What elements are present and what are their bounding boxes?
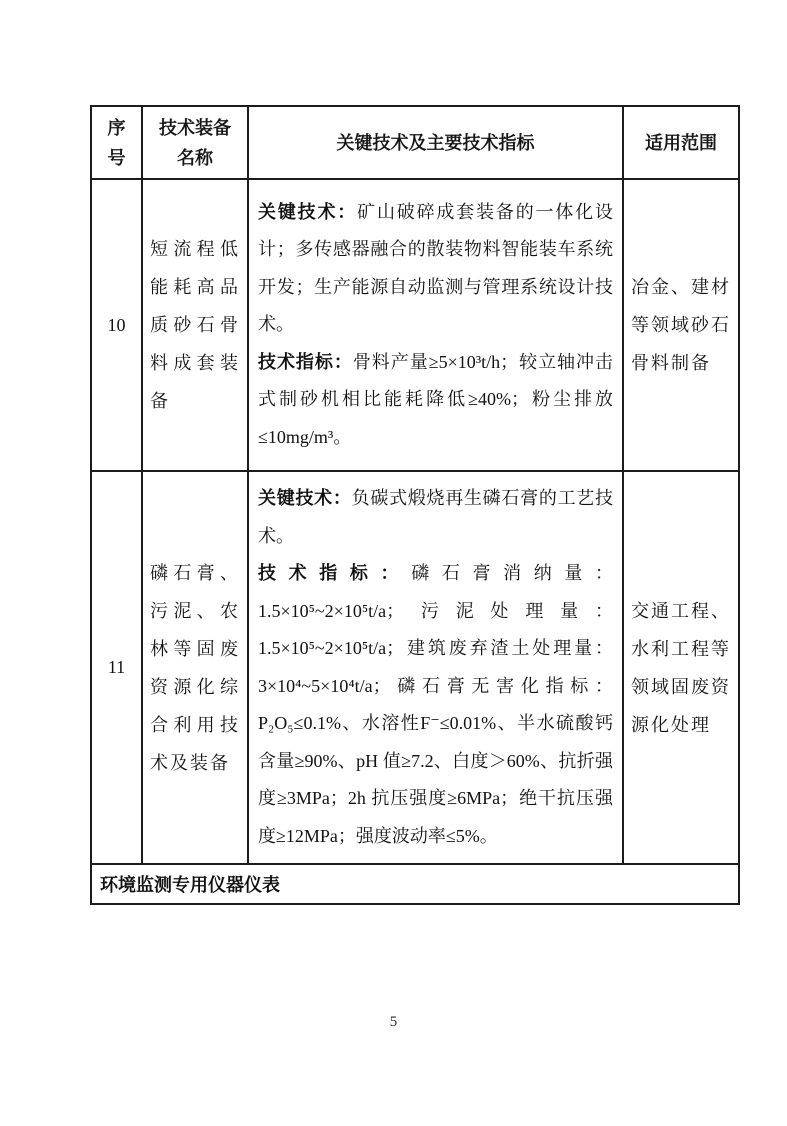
header-key-tech: 关键技术及主要技术指标 xyxy=(248,106,623,179)
row11-indicators-paragraph xyxy=(258,555,613,855)
row10-scope: 冶金、建材等领域砂石骨料制备 xyxy=(623,179,739,471)
row10-indicators-paragraph xyxy=(258,344,613,457)
section-header-row xyxy=(91,864,739,904)
section-header-title: 环境监测专用仪器仪表 xyxy=(91,864,739,904)
row11-indicators-text: 磷石膏消纳量：1.5×10⁵~2×10⁵t/a；污泥处理量：1.5×10⁵~2×10⁵t/a；建筑废弃渣土处理量：3×10⁴~5×10⁴t/a；磷石膏无害化指标：P₂O₅≤0.1%、水溶性F⁻≤0.01%、半水硫酸钙含量≥90%、pH 值≥7.2、白度＞60%、抗折强度≥3MPa；2h 抗压强度≥6MPa；绝干抗压强度≥12MPa；强度波动率≤5%。 xyxy=(258,563,614,846)
row11-key-tech-paragraph xyxy=(258,480,613,555)
header-name-line2: 名称 xyxy=(177,147,213,168)
row10-equipment-name: 短流程低能耗高品质砂石骨料成套装备 xyxy=(142,179,248,471)
row11-index: 11 xyxy=(91,471,142,864)
header-index-line2: 号 xyxy=(107,147,126,168)
row11-equipment-name: 磷石膏、污泥、农林等固废资源化综合利用技术及装备 xyxy=(142,471,248,864)
indicator-label: 技术指标： xyxy=(258,563,412,583)
row10-key-tech-paragraph xyxy=(258,194,613,344)
header-index xyxy=(91,106,142,179)
row11-scope: 交通工程、水利工程等领域固废资源化处理 xyxy=(623,471,739,864)
row10-index: 10 xyxy=(91,179,142,471)
row10-key-tech-text: 矿山破碎成套装备的一体化设计；多传感器融合的散装物料智能装车系统开发；生产能源自动监测与管理系统设计技术。 xyxy=(258,201,614,335)
equipment-table xyxy=(90,105,740,905)
row10-indicators-text: 骨料产量≥5×10³t/h；较立轴冲击式制砂机相比能耗降低≥40%；粉尘排放≤10mg/m³。 xyxy=(258,351,613,447)
table-row xyxy=(91,179,739,471)
key-tech-label: 关键技术： xyxy=(258,201,358,222)
row11-key-tech xyxy=(248,471,623,864)
page-number: 5 xyxy=(389,1014,398,1030)
key-tech-label: 关键技术： xyxy=(258,488,352,508)
header-scope: 适用范围 xyxy=(623,106,739,179)
row10-key-tech xyxy=(248,179,623,471)
header-name-line1: 技术装备 xyxy=(159,117,231,138)
indicator-label: 技术指标： xyxy=(258,351,353,372)
header-equipment-name xyxy=(142,106,248,179)
table-row xyxy=(91,471,739,864)
row11-key-tech-text: 负碳式煅烧再生磷石膏的工艺技术。 xyxy=(258,488,614,546)
table-header-row xyxy=(91,106,739,179)
header-index-line1: 序 xyxy=(107,117,126,138)
